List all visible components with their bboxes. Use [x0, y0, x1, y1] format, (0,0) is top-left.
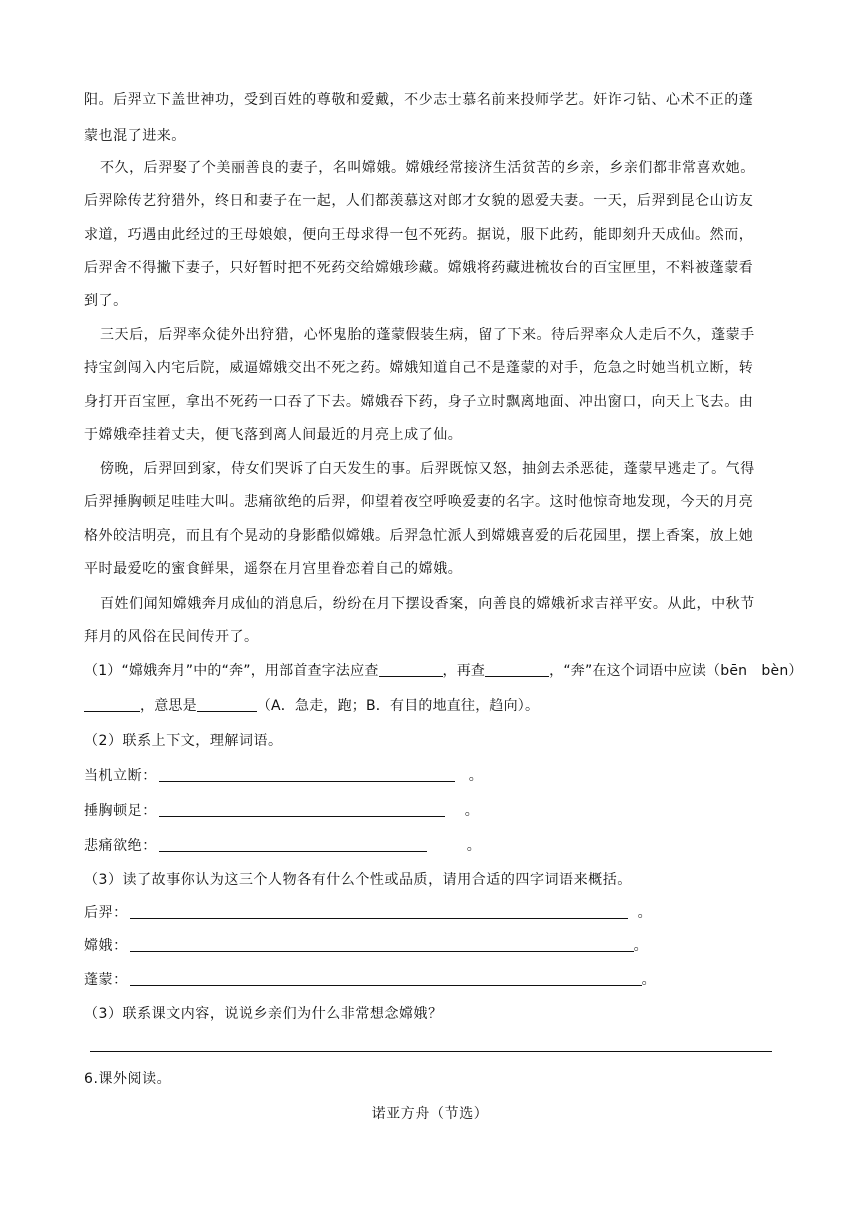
period: 。 [641, 972, 657, 988]
story-line: 平时最爱吃的蜜食鲜果，遥祭在月宫里眷恋着自己的嫦娥。 [84, 561, 463, 577]
story-line: 后羿舍不得撇下妻子，只好暂时把不死药交给嫦娥珍藏。嫦娥将药藏进梳妆台的百宝匣里，不料被蓬蒙看 [84, 260, 754, 276]
question-2-item [84, 766, 483, 786]
question-3-item [84, 970, 656, 990]
answer-blank[interactable] [130, 937, 634, 952]
story-line: 拜月的风俗在民间传开了。 [84, 629, 259, 645]
period: 。 [637, 905, 653, 921]
story-line: 后羿除传艺狩猎外，终日和妻子在一起，人们都羡慕这对郎才女貌的恩爱夫妻。一天，后羿到昆仑山访友 [84, 193, 754, 209]
term-label: 悲痛欲绝： [84, 838, 157, 854]
reading-title: 诺亚方舟（节选） [371, 1106, 489, 1122]
story-line: 蒙也混了进来。 [84, 128, 186, 144]
period: 。 [633, 938, 649, 954]
question-3-prompt: （3）读了故事你认为这三个人物各有什么个性或品质，请用合适的四字词语来概括。 [84, 872, 632, 888]
answer-line[interactable] [90, 1051, 772, 1052]
question-1-line-1 [84, 661, 803, 681]
answer-blank-strokes[interactable] [485, 662, 549, 677]
question-2-item [84, 836, 481, 856]
story-line: 于嫦娥牵挂着丈夫，便飞落到离人间最近的月亮上成了仙。 [84, 427, 463, 443]
question-3-item [84, 903, 652, 923]
period: 。 [464, 803, 480, 819]
story-line: 傍晚，后羿回到家，侍女们哭诉了白天发生的事。后羿既惊又怒，抽剑去杀恶徒，蓬蒙早逃走了。气得 [100, 461, 755, 477]
answer-blank[interactable] [159, 767, 455, 782]
story-line: 不久，后羿娶了个美丽善良的妻子，名叫嫦娥。嫦娥经常接济生活贫苦的乡亲，乡亲们都非常喜欢她。 [100, 160, 755, 176]
term-label: 当机立断： [84, 768, 157, 784]
story-line: 三天后，后羿率众徒外出狩猎，心怀鬼胎的蓬蒙假装生病，留了下来。待后羿率众人走后不久，蓬蒙手 [100, 327, 755, 343]
answer-blank-radical[interactable] [379, 662, 443, 677]
question-text: ，再查 [442, 663, 486, 679]
question-text: ，“奔”在这个词语中应读（bēn bèn） [549, 663, 803, 679]
story-line: 阳。后羿立下盖世神功，受到百姓的尊敬和爱戴，不少志士慕名前来投师学艺。奸诈刁钻、心术不正的蓬 [84, 92, 754, 108]
question-text: （1）“嫦娥奔月”中的“奔”，用部首查字法应查 [84, 663, 379, 679]
question-2-item [84, 801, 479, 821]
answer-blank[interactable] [159, 802, 445, 817]
question-2-prompt: （2）联系上下文，理解词语。 [84, 733, 283, 749]
question-3-item [84, 936, 648, 956]
story-line: 百姓们闻知嫦娥奔月成仙的消息后，纷纷在月下摆设香案，向善良的嫦娥祈求吉祥平安。从此，中秋节 [100, 596, 755, 612]
answer-blank[interactable] [130, 904, 628, 919]
story-line: 身打开百宝匣，拿出不死药一口吞了下去。嫦娥吞下药，身子立时飘离地面、冲出窗口，向天上飞去。由 [84, 394, 754, 410]
answer-blank-meaning[interactable] [197, 697, 257, 712]
term-label: 捶胸顿足： [84, 803, 157, 819]
story-line: 到了。 [84, 293, 128, 309]
section-heading: 6.课外阅读。 [84, 1071, 172, 1087]
answer-blank-pronunciation[interactable] [84, 697, 140, 712]
answer-blank[interactable] [159, 837, 427, 852]
story-line: 后羿捶胸顿足哇哇大叫。悲痛欲绝的后羿，仰望着夜空呼唤爱妻的名字。这时他惊奇地发现，今天的月亮 [84, 494, 754, 510]
character-label: 嫦娥： [84, 938, 128, 954]
question-4-prompt: （3）联系课文内容，说说乡亲们为什么非常想念嫦娥？ [84, 1006, 443, 1022]
question-1-line-2 [84, 696, 539, 716]
period: 。 [466, 838, 482, 854]
story-line: 求道，巧遇由此经过的王母娘娘，便向王母求得一包不死药。据说，服下此药，能即刻升天成仙。然而， [84, 227, 754, 243]
story-line: 格外皎洁明亮，而且有个晃动的身影酷似嫦娥。后羿急忙派人到嫦娥喜爱的后花园里，摆上香案，放上她 [84, 528, 754, 544]
answer-blank[interactable] [130, 971, 642, 986]
story-line: 持宝剑闯入内宅后院，威逼嫦娥交出不死之药。嫦娥知道自己不是蓬蒙的对手，危急之时她当机立断，转 [84, 360, 754, 376]
period: 。 [468, 768, 484, 784]
character-label: 后羿： [84, 905, 128, 921]
question-text: （A．急走，跑；B．有目的地直往，趋向）。 [256, 698, 540, 714]
question-text: ，意思是 [140, 698, 197, 714]
character-label: 蓬蒙： [84, 972, 128, 988]
